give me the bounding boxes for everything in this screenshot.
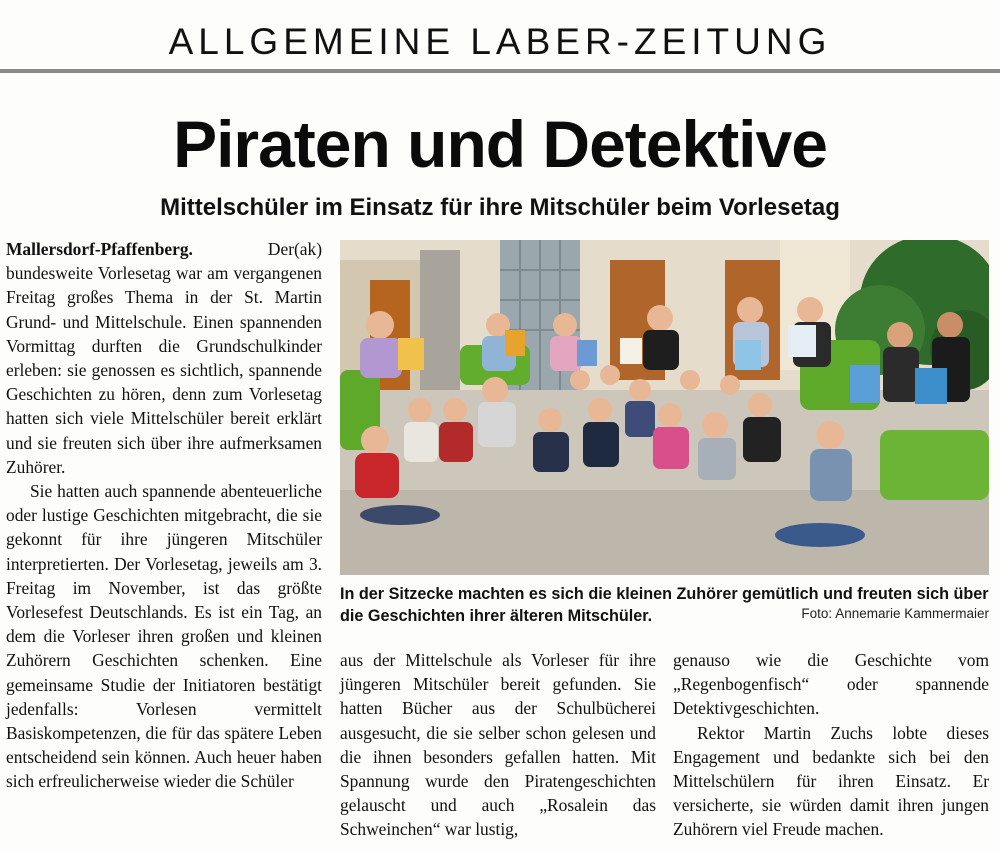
article-column-1 (6, 237, 322, 794)
article-paragraph-5: Rektor Martin Zuchs lobte dieses Engagement und bedankte sich bei den Mittelschülern für ihren Einsatz. Er versicherte, sie würden damit ihren jungen Zuhörern viel Freude machen. (673, 722, 989, 840)
article-paragraph-3: aus der Mittelschule als Vorleser für ihre jüngeren Mitschüler bereit gefunden. Sie hatten Bücher aus der Schulbücherei ausgesucht, die sie selber schon gelesen und die ihnen besonders gefallen hatten. Mit Spannung wurde den Piratengeschichten gelauscht und auch „Rosalein das Schweinchen“ war lustig, (340, 650, 656, 840)
article-column-2 (340, 648, 656, 842)
photo-credit: Foto: Annemarie Kammermaier (801, 606, 989, 621)
masthead-rule (0, 69, 1000, 73)
article-paragraph-1: Der bundesweite Vorlesetag war am vergangenen Freitag großes Thema in der St. Martin Grund- und Mittelschule. Einen spannenden Vormittag durften die Grundschulkinder erleben: sie genossen es sichtlich, spannende Geschichten zu hören, denn zum Vorlesetag hatten sich viele Mittelschüler bereit erklärt und sie freuten sich über ihre aufmerksamen Zuhörer. (6, 239, 322, 477)
dateline: Mallersdorf-Pfaffenberg. (6, 239, 193, 259)
headline: Piraten und Detektive (173, 107, 827, 181)
article-paragraph-4: genauso wie die Geschichte vom „Regenbogenfisch“ oder spannende Detektivgeschichten. (673, 650, 989, 719)
article-photo (340, 240, 989, 575)
article-paragraph-2: Sie hatten auch spannende abenteuerliche oder lustige Geschichten mitgebracht, die sie gekonnt für ihre jüngeren Mitschüler interpretierten. Der Vorlesetag, jeweils am 3. Freitag im November, ist das größte Vorlesefest Deutschlands. Es ist ein Tag, an dem die Vorleser ihren großen und kleinen Zuhörern Geschichten schenken. Eine gemeinsame Studie der Initiatoren bestätigt jedenfalls: Vorlesen vermittelt Basiskompetenzen, die für das spätere Leben entscheidend sein können. Auch heuer haben sich erfreulicherweise wieder die Schüler (6, 481, 322, 792)
masthead: ALLGEMEINE LABER-ZEITUNG (168, 21, 832, 62)
subheadline: Mittelschüler im Einsatz für ihre Mitschüler beim Vorlesetag (160, 194, 840, 221)
article-column-3 (673, 648, 989, 842)
photo-caption: In der Sitzecke machten es sich die kleinen Zuhörer gemütlich und freuten sich über die Geschichten ihrer älteren Mitschüler. (340, 585, 989, 625)
agency-tag: (ak) (294, 239, 322, 259)
schoolchildren-reading-photo (340, 240, 989, 575)
